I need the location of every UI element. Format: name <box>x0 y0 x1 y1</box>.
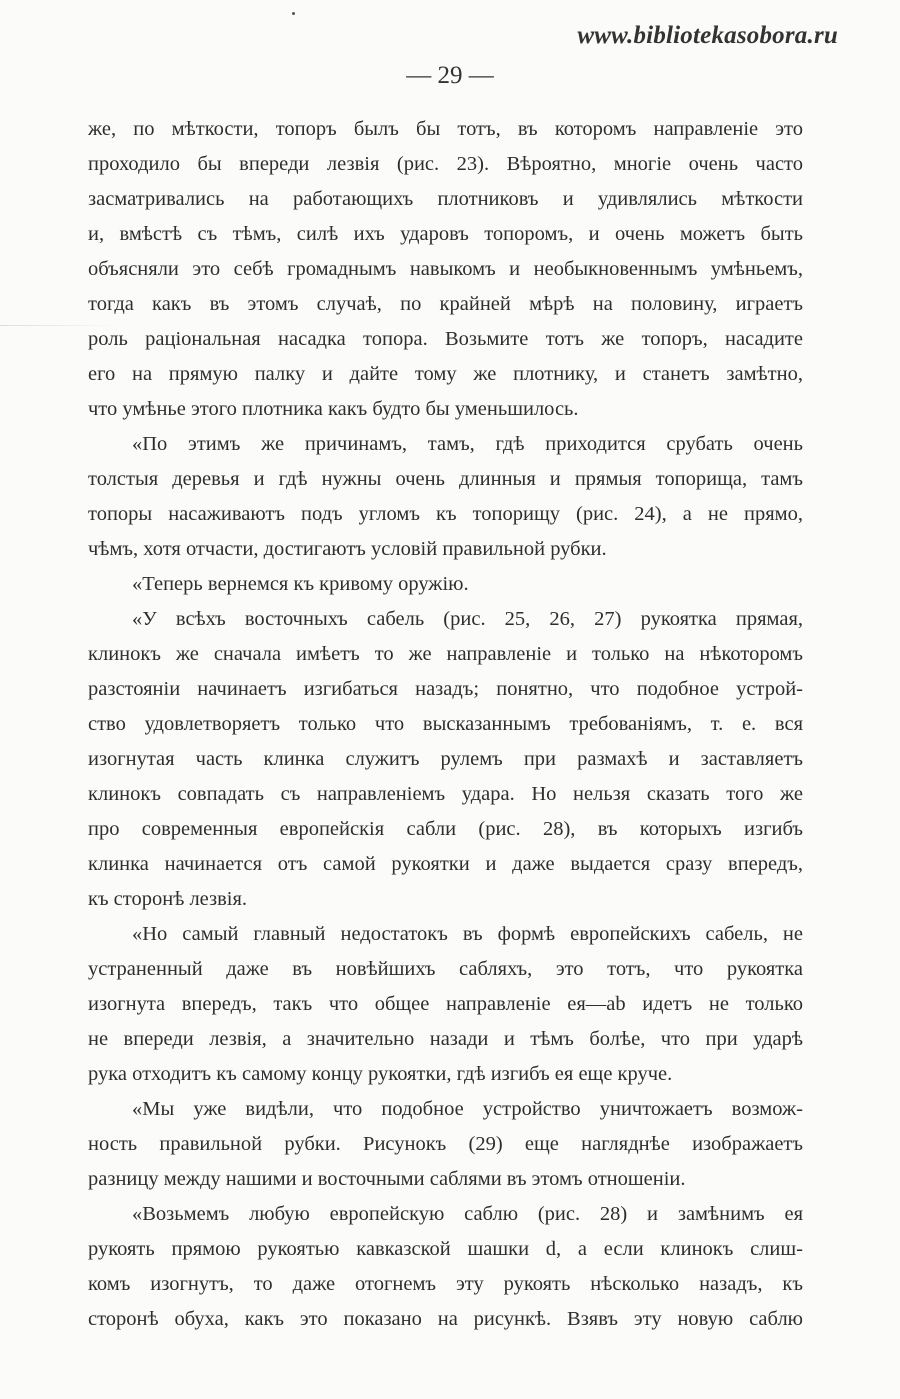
text-line: къ сторонѣ лезвія. <box>88 888 248 910</box>
text-line: же, по мѣткости, топоръ былъ бы тотъ, въ которомъ направленіе это <box>88 118 803 140</box>
text-line: проходило бы впереди лезвія (рис. 23). Вѣроятно, многіе очень часто <box>88 153 803 175</box>
text-line: объясняли это себѣ громаднымъ навыкомъ и необыкновеннымъ умѣньемъ, <box>88 258 803 280</box>
text-line: его на прямую палку и дайте тому же плотнику, и станетъ замѣтно, <box>88 363 803 385</box>
text-line: топоры насаживаютъ подъ угломъ къ топорищу (рис. 24), а не прямо, <box>88 503 803 525</box>
text-line: рука отходитъ къ самому концу рукоятки, гдѣ изгибъ ея еще круче. <box>88 1063 673 1085</box>
text-line: ность правильной рубки. Рисунокъ (29) еще нагляднѣе изображаетъ <box>88 1133 803 1155</box>
text-line: клинокъ совпадать съ направленіемъ удара. Но нельзя сказать того же <box>88 783 803 805</box>
text-line: разстояніи начинаетъ изгибаться назадъ; понятно, что подобное устрой- <box>88 678 803 700</box>
text-line: и, вмѣстѣ съ тѣмъ, силѣ ихъ ударовъ топоромъ, и очень можетъ быть <box>88 223 803 245</box>
paragraph-start-line: «Мы уже видѣли, что подобное устройство уничтожаетъ возмож- <box>132 1098 803 1120</box>
site-watermark: www.bibliotekasobora.ru <box>577 22 838 49</box>
body-text <box>88 112 803 1337</box>
text-line: тогда какъ въ этомъ случаѣ, по крайней мѣрѣ на половину, играетъ <box>88 293 803 315</box>
text-line: засматривались на работающихъ плотниковъ и удивлялись мѣткости <box>88 188 803 210</box>
text-line: про современныя европейскія сабли (рис. 28), въ которыхъ изгибъ <box>88 818 803 840</box>
text-line: клинокъ же сначала имѣетъ то же направленіе и только на нѣкоторомъ <box>88 643 803 665</box>
paragraph-start-line: «Теперь вернемся къ кривому оружію. <box>132 573 469 595</box>
print-speck <box>292 12 295 15</box>
text-line: устраненный даже въ новѣйшихъ сабляхъ, это тотъ, что рукоятка <box>88 958 803 980</box>
text-line: не впереди лезвія, а значительно назади и тѣмъ болѣе, что при ударѣ <box>88 1028 803 1050</box>
page-number: — 29 — <box>406 62 494 89</box>
text-line: ство удовлетворяетъ только что высказаннымъ требованіямъ, т. е. вся <box>88 713 803 735</box>
text-line: толстыя деревья и гдѣ нужны очень длинныя и прямыя топорища, тамъ <box>88 468 803 490</box>
text-line: комъ изогнутъ, то даже отогнемъ эту рукоять нѣсколько назадъ, къ <box>88 1273 803 1295</box>
text-line: сторонѣ обуха, какъ это показано на рисункѣ. Взявъ эту новую саблю <box>88 1308 803 1330</box>
paragraph-start-line: «Возьмемъ любую европейскую саблю (рис. 28) и замѣнимъ ея <box>132 1203 803 1225</box>
text-line: роль раціональная насадка топора. Возьмите тотъ же топоръ, насадите <box>88 328 803 350</box>
text-line: изогнутая часть клинка служитъ рулемъ при размахѣ и заставляетъ <box>88 748 803 770</box>
text-line: что умѣнье этого плотника какъ будто бы уменьшилось. <box>88 398 579 420</box>
text-line: разницу между нашими и восточными саблями въ этомъ отношеніи. <box>88 1168 686 1190</box>
text-line: клинка начинается отъ самой рукоятки и даже выдается сразу впередъ, <box>88 853 803 875</box>
text-line: изогнута впередъ, такъ что общее направленіе ея—ab идетъ не только <box>88 993 803 1015</box>
paragraph-start-line: «Но самый главный недостатокъ въ формѣ европейскихъ сабель, не <box>132 923 803 945</box>
text-line: рукоять прямою рукоятью кавказской шашки d, а если клинокъ слиш- <box>88 1238 803 1260</box>
paragraph-start-line: «По этимъ же причинамъ, тамъ, гдѣ приходится срубать очень <box>132 433 803 455</box>
text-line: чѣмъ, хотя отчасти, достигаютъ условій правильной рубки. <box>88 538 607 560</box>
paragraph-start-line: «У всѣхъ восточныхъ сабель (рис. 25, 26, 27) рукоятка прямая, <box>132 608 803 630</box>
